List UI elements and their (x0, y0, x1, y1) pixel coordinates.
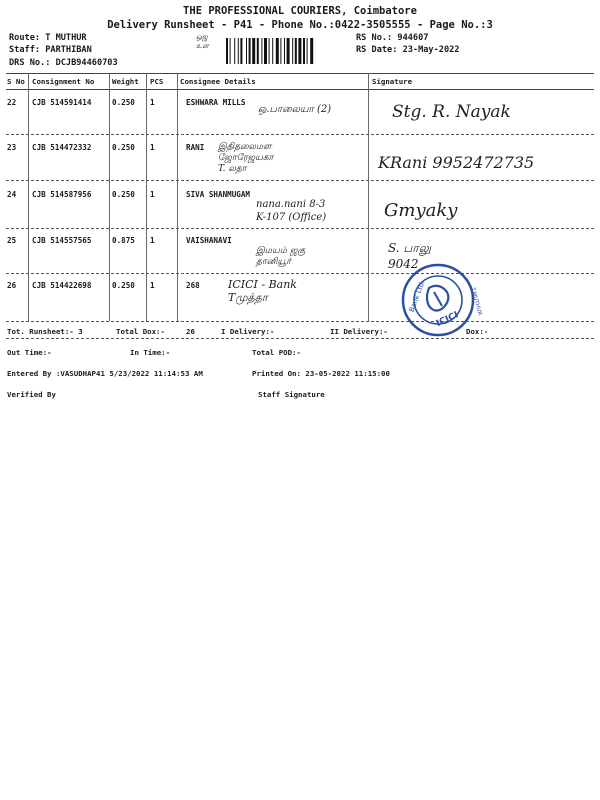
barcode-bar (226, 38, 228, 64)
row-pcs: 1 (150, 98, 155, 107)
staff-label: Staff: PARTHIBAN (9, 45, 92, 55)
row-divider (6, 273, 594, 274)
barcode-bar (298, 38, 301, 64)
row-divider (6, 134, 594, 135)
handwritten-note: ஒஜ உள (196, 33, 209, 50)
stamp-text: Bank Ltd. (407, 279, 427, 314)
barcode-bar (310, 38, 313, 64)
row-weight: 0.250 (112, 281, 135, 290)
col-signature: Signature (372, 77, 413, 86)
stamp-text: T.MUTHUR (469, 286, 483, 317)
grid-line (368, 73, 369, 321)
row-consignee: SIVA SHANMUGAM (186, 190, 251, 199)
total-runsheet: Tot. Runsheet:- 3 (7, 327, 83, 336)
row-divider (6, 228, 594, 229)
row-pcs: 1 (150, 190, 155, 199)
row-weight: 0.875 (112, 236, 135, 245)
company-title: THE PROFESSIONAL COURIERS, Coimbatore (183, 5, 417, 17)
barcode-bar (280, 38, 281, 64)
col-consignment: Consignment No (32, 77, 95, 86)
barcode-bar (234, 38, 235, 64)
grid-line (177, 73, 178, 321)
col-pcs: PCS (150, 77, 164, 86)
route-label: Route: T MUTHUR (9, 33, 87, 43)
row-sno: 26 (7, 281, 17, 290)
drs-number: DRS No.: DCJB94460703 (9, 58, 118, 68)
barcode-bar (238, 38, 239, 64)
barcode-bar (276, 38, 279, 64)
in-time: In Time:- (130, 348, 171, 357)
barcode-bar (230, 38, 231, 64)
total-dox-label: Total Dox:- (116, 327, 165, 336)
row-consignment: CJB 514557565 (32, 236, 92, 245)
barcode-bar (303, 38, 305, 64)
row-consignment: CJB 514587956 (32, 190, 92, 199)
barcode-bar (295, 38, 297, 64)
barcode-bar (240, 38, 242, 64)
col-consignee: Consignee Details (180, 77, 256, 86)
i-delivery: I Delivery:- (221, 327, 275, 336)
row-divider (6, 180, 594, 181)
handwritten-detail: nana.nani 8-3 K-107 (Office) (256, 199, 327, 223)
printed-on: Printed On: 23-05-2022 11:15:00 (252, 369, 390, 378)
total-pod: Total POD:- (252, 348, 301, 357)
runsheet-title: Delivery Runsheet - P41 - Phone No.:0422-3505555 - Page No.:3 (107, 19, 493, 31)
row-consignment: CJB 514422698 (32, 281, 92, 290)
col-sno: S No (7, 77, 25, 86)
signature: KRani 9952472735 (378, 153, 535, 172)
table-header-rule (6, 89, 594, 90)
out-time: Out Time:- (7, 348, 52, 357)
stamp-text: ICICI (434, 310, 461, 330)
barcode-bar (264, 38, 267, 64)
barcode-bar (261, 38, 262, 64)
staff-signature: Staff Signature (258, 390, 325, 399)
grid-line (146, 73, 147, 321)
row-weight: 0.250 (112, 98, 135, 107)
signature: Stg. R. Nayak (392, 102, 511, 122)
row-consignee: RANI (186, 143, 205, 152)
row-weight: 0.250 (112, 190, 135, 199)
row-sno: 23 (7, 143, 17, 152)
row-consignment: CJB 514591414 (32, 98, 92, 107)
entered-by: Entered By :VASUDHAP41 5/23/2022 11:14:53 AM (7, 369, 203, 378)
barcode-bar (252, 38, 255, 64)
ndox: Dox:- (466, 327, 489, 336)
barcode-bar (246, 38, 247, 64)
row-sno: 22 (7, 98, 17, 107)
row-sno: 25 (7, 236, 17, 245)
barcode-bar (307, 38, 308, 64)
barcode-bar (269, 38, 270, 64)
barcode-bar (249, 38, 251, 64)
barcode-bar (272, 38, 273, 64)
handwritten-detail: ஒ.பாலையா (2) (258, 104, 332, 115)
handwritten-detail: இமயம் ஜகு தானியூர் (256, 246, 306, 267)
totals-divider (6, 338, 594, 339)
total-dox-value: 26 (186, 327, 195, 336)
signature: S. பாலு 9042 (388, 241, 431, 271)
barcode-bar (284, 38, 285, 64)
handwritten-detail: ICICI - Bank Tமுத்தா (228, 278, 297, 304)
row-consignee: VAISHANAVI (186, 236, 232, 245)
rs-date: RS Date: 23-May-2022 (356, 45, 460, 55)
ii-delivery: II Delivery:- (330, 327, 388, 336)
signature: Gmyaky (384, 200, 458, 221)
barcode-bar (292, 38, 293, 64)
barcode-bar (257, 38, 259, 64)
row-consignee: ESHWARA MILLS (186, 98, 246, 107)
table-top-rule (6, 73, 594, 74)
grid-line (28, 73, 29, 321)
row-pcs: 1 (150, 143, 155, 152)
row-pcs: 1 (150, 281, 155, 290)
row-consignee: 268 (186, 281, 200, 290)
barcode-bar (287, 38, 290, 64)
row-weight: 0.250 (112, 143, 135, 152)
rs-number: RS No.: 944607 (356, 33, 429, 43)
grid-line (109, 73, 110, 321)
handwritten-detail: இதிதலைமள ஜோரேஜயகா T. லதா (218, 142, 274, 174)
verified-by: Verified By (7, 390, 56, 399)
row-consignment: CJB 514472332 (32, 143, 92, 152)
row-pcs: 1 (150, 236, 155, 245)
row-sno: 24 (7, 190, 17, 199)
col-weight: Weight (112, 77, 139, 86)
barcode (226, 38, 356, 64)
row-divider (6, 321, 594, 322)
